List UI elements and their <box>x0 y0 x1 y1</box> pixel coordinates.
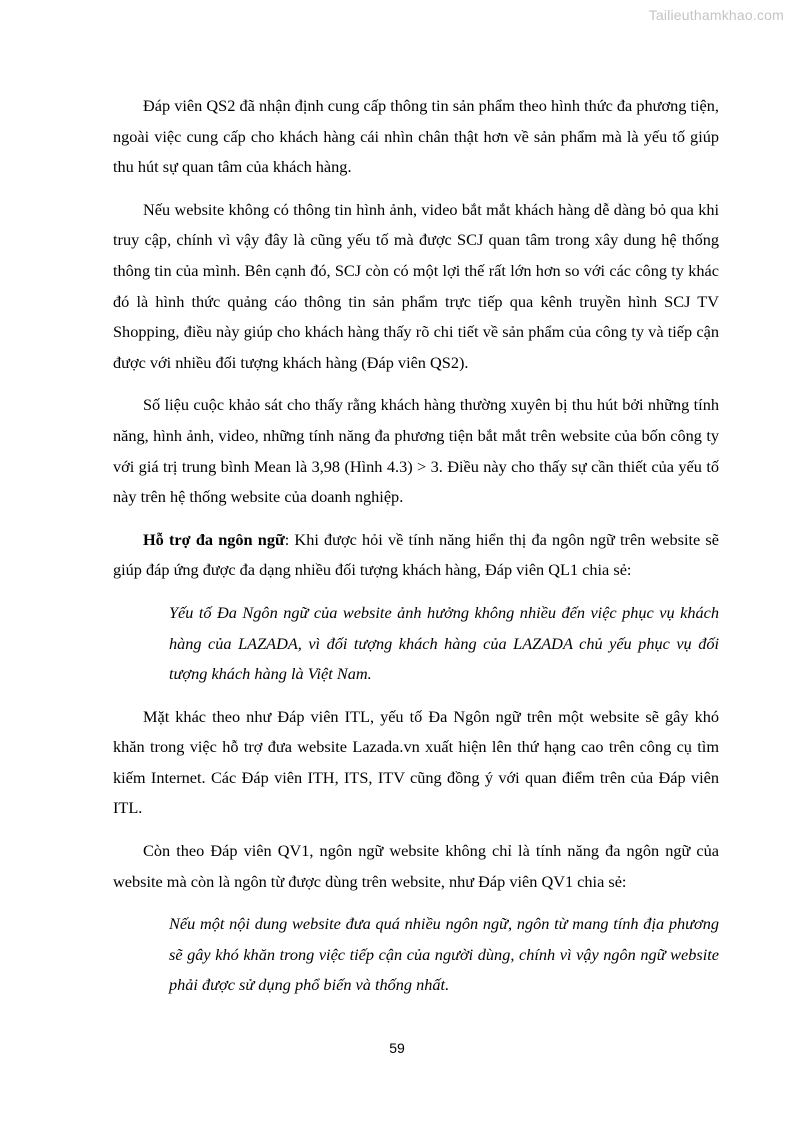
paragraph-6: Còn theo Đáp viên QV1, ngôn ngữ website không chỉ là tính năng đa ngôn ngữ của website mà còn là ngôn từ được dùng trên website, như Đáp viên QV1 chia sẻ: <box>113 841 719 891</box>
paragraph-4 <box>113 525 719 586</box>
page-body <box>113 91 719 1013</box>
paragraph-5: Mặt khác theo như Đáp viên ITL, yếu tố Đa Ngôn ngữ trên một website sẽ gây khó khăn trong việc hỗ trợ đưa website Lazada.vn xuất hiện lên thứ hạng cao trên công cụ tìm kiếm Internet. Các Đáp viên ITH, ITS, ITV cũng đồng ý với quan điểm trên của Đáp viên ITL. <box>113 706 719 818</box>
page-number: 59 <box>389 1040 405 1056</box>
quote-1: Yếu tố Đa Ngôn ngữ của website ảnh hưởng không nhiều đến việc phục vụ khách hàng của LAZADA, vì đối tượng khách hàng của LAZADA chủ yếu phục vụ đối tượng khách hàng là Việt Nam. <box>169 602 719 684</box>
watermark: Tailieuthamkhao.com <box>648 7 784 23</box>
multilingual-support-heading: Hỗ trợ đa ngôn ngữ <box>143 529 285 549</box>
paragraph-2: Nếu website không có thông tin hình ảnh, video bắt mắt khách hàng dễ dàng bỏ qua khi truy cập, chính vì vậy đây là cũng yếu tố mà được SCJ quan tâm trong xây dung hệ thống thông tin của mình. Bên cạnh đó, SCJ còn có một lợi thế rất lớn hơn so với các công ty khác đó là hình thức quảng cáo thông tin sản phẩm trực tiếp qua kênh truyền hình SCJ TV Shopping, điều này giúp cho khách hàng thấy rõ chi tiết về sản phẩm của công ty và tiếp cận được với nhiều đối tượng khách hàng (Đáp viên QS2). <box>113 199 719 372</box>
paragraph-3: Số liệu cuộc khảo sát cho thấy rằng khách hàng thường xuyên bị thu hút bởi những tính năng, hình ảnh, video, những tính năng đa phương tiện bắt mắt trên website của bốn công ty với giá trị trung bình Mean là 3,98 (Hình 4.3) > 3. Điều này cho thấy sự cần thiết của yếu tố này trên hệ thống website của doanh nghiệp. <box>113 395 719 507</box>
quote-2: Nếu một nội dung website đưa quá nhiều ngôn ngữ, ngôn từ mang tính địa phương sẽ gây khó khăn trong việc tiếp cận của người dùng, chính vì vậy ngôn ngữ website phải được sử dụng phổ biến và thống nhất. <box>169 914 719 995</box>
paragraph-1: Đáp viên QS2 đã nhận định cung cấp thông tin sản phẩm theo hình thức đa phương tiện, ngoài việc cung cấp cho khách hàng cái nhìn chân thật hơn về sản phẩm mà là yếu tố giúp thu hút sự quan tâm của khách hàng. <box>113 96 719 177</box>
paragraph-4-text: : Khi được hỏi về tính năng hiển thị đa ngôn ngữ trên website sẽ giúp đáp ứng được đa dạng nhiều đối tượng khách hàng, Đáp viên QL1 chia sẻ: <box>113 529 719 580</box>
